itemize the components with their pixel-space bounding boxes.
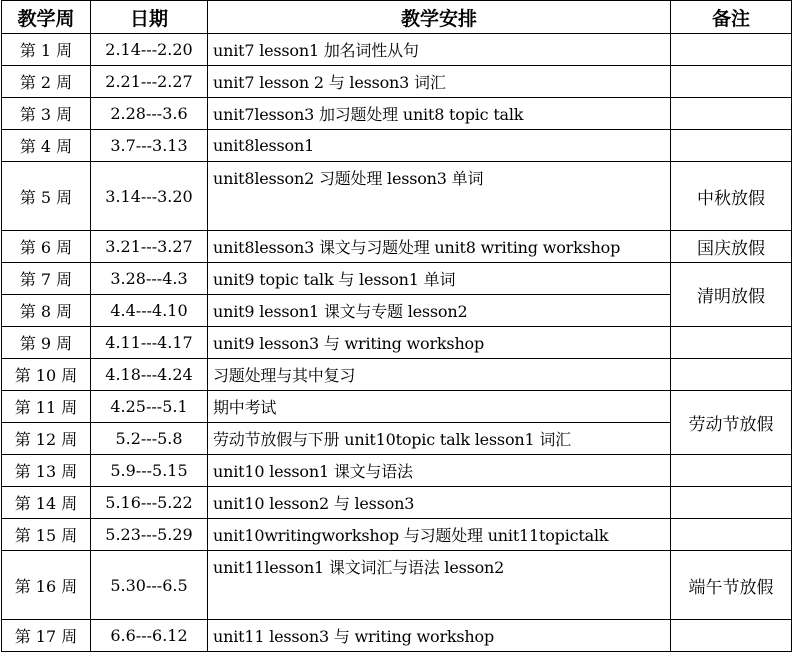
week-cell: 第 10 周 xyxy=(2,359,91,391)
week-cell: 第 11 周 xyxy=(2,391,91,423)
note-labor-day: 劳动节放假 xyxy=(671,391,792,455)
week-cell: 第 17 周 xyxy=(2,620,91,652)
note-mid-autumn: 中秋放假 xyxy=(671,162,792,231)
week-cell: 第 14 周 xyxy=(2,487,91,519)
note-cell-empty xyxy=(671,130,792,162)
date-cell: 5.9---5.15 xyxy=(91,455,208,487)
table-row xyxy=(2,455,792,487)
table-row xyxy=(2,66,792,98)
plan-cell: unit11lesson1 课文词汇与语法 lesson2 xyxy=(208,551,671,620)
week-cell: 第 5 周 xyxy=(2,162,91,231)
plan-cell: unit8lesson2 习题处理 lesson3 单词 xyxy=(208,162,671,231)
date-cell: 5.30---6.5 xyxy=(91,551,208,620)
date-cell: 2.28---3.6 xyxy=(91,98,208,130)
date-cell: 4.18---4.24 xyxy=(91,359,208,391)
week-cell: 第 3 周 xyxy=(2,98,91,130)
date-cell: 3.14---3.20 xyxy=(91,162,208,231)
week-cell: 第 15 周 xyxy=(2,519,91,551)
plan-cell: 期中考试 xyxy=(208,391,671,423)
date-cell: 3.28---4.3 xyxy=(91,263,208,295)
note-cell-empty xyxy=(671,519,792,551)
week-cell: 第 9 周 xyxy=(2,327,91,359)
week-cell: 第 12 周 xyxy=(2,423,91,455)
week-cell: 第 1 周 xyxy=(2,34,91,66)
date-cell: 3.7---3.13 xyxy=(91,130,208,162)
table-row xyxy=(2,519,792,551)
date-cell: 4.4---4.10 xyxy=(91,295,208,327)
week-cell: 第 16 周 xyxy=(2,551,91,620)
week-cell: 第 13 周 xyxy=(2,455,91,487)
note-national-day: 国庆放假 xyxy=(671,231,792,263)
date-cell: 4.25---5.1 xyxy=(91,391,208,423)
date-cell: 5.16---5.22 xyxy=(91,487,208,519)
note-cell-empty xyxy=(671,455,792,487)
table-row xyxy=(2,551,792,620)
teaching-schedule-table xyxy=(1,0,792,652)
plan-cell: unit8lesson1 xyxy=(208,130,671,162)
plan-cell: unit9 topic talk 与 lesson1 单词 xyxy=(208,263,671,295)
table-row xyxy=(2,34,792,66)
date-cell: 4.11---4.17 xyxy=(91,327,208,359)
note-dragon-boat: 端午节放假 xyxy=(671,551,792,620)
plan-cell: unit8lesson3 课文与习题处理 unit8 writing workshop xyxy=(208,231,671,263)
week-cell: 第 4 周 xyxy=(2,130,91,162)
table-row xyxy=(2,231,792,263)
table-row xyxy=(2,359,792,391)
week-cell: 第 2 周 xyxy=(2,66,91,98)
table-row xyxy=(2,162,792,231)
plan-cell: unit7 lesson1 加名词性从句 xyxy=(208,34,671,66)
date-cell: 2.14---2.20 xyxy=(91,34,208,66)
note-cell-empty xyxy=(671,327,792,359)
plan-cell: 习题处理与其中复习 xyxy=(208,359,671,391)
plan-cell: unit9 lesson1 课文与专题 lesson2 xyxy=(208,295,671,327)
table-row xyxy=(2,391,792,423)
table-row xyxy=(2,487,792,519)
date-cell: 5.2---5.8 xyxy=(91,423,208,455)
note-cell-empty xyxy=(671,34,792,66)
date-cell: 6.6---6.12 xyxy=(91,620,208,652)
header-date: 日期 xyxy=(91,1,208,34)
date-cell: 5.23---5.29 xyxy=(91,519,208,551)
table-row xyxy=(2,327,792,359)
note-cell-empty xyxy=(671,98,792,130)
header-plan: 教学安排 xyxy=(208,1,671,34)
date-cell: 2.21---2.27 xyxy=(91,66,208,98)
plan-cell: unit7lesson3 加习题处理 unit8 topic talk xyxy=(208,98,671,130)
header-week: 教学周 xyxy=(2,1,91,34)
header-note: 备注 xyxy=(671,1,792,34)
note-qingming: 清明放假 xyxy=(671,263,792,327)
plan-cell: unit10writingworkshop 与习题处理 unit11topictalk xyxy=(208,519,671,551)
table-row xyxy=(2,130,792,162)
plan-cell: unit10 lesson1 课文与语法 xyxy=(208,455,671,487)
plan-cell: unit10 lesson2 与 lesson3 xyxy=(208,487,671,519)
header-row xyxy=(2,1,792,34)
note-cell-empty xyxy=(671,487,792,519)
note-cell-empty xyxy=(671,66,792,98)
table-row xyxy=(2,263,792,295)
table-row xyxy=(2,98,792,130)
plan-cell: unit9 lesson3 与 writing workshop xyxy=(208,327,671,359)
week-cell: 第 7 周 xyxy=(2,263,91,295)
note-cell-empty xyxy=(671,359,792,391)
plan-cell: unit11 lesson3 与 writing workshop xyxy=(208,620,671,652)
week-cell: 第 8 周 xyxy=(2,295,91,327)
week-cell: 第 6 周 xyxy=(2,231,91,263)
date-cell: 3.21---3.27 xyxy=(91,231,208,263)
plan-cell: unit7 lesson 2 与 lesson3 词汇 xyxy=(208,66,671,98)
plan-cell: 劳动节放假与下册 unit10topic talk lesson1 词汇 xyxy=(208,423,671,455)
